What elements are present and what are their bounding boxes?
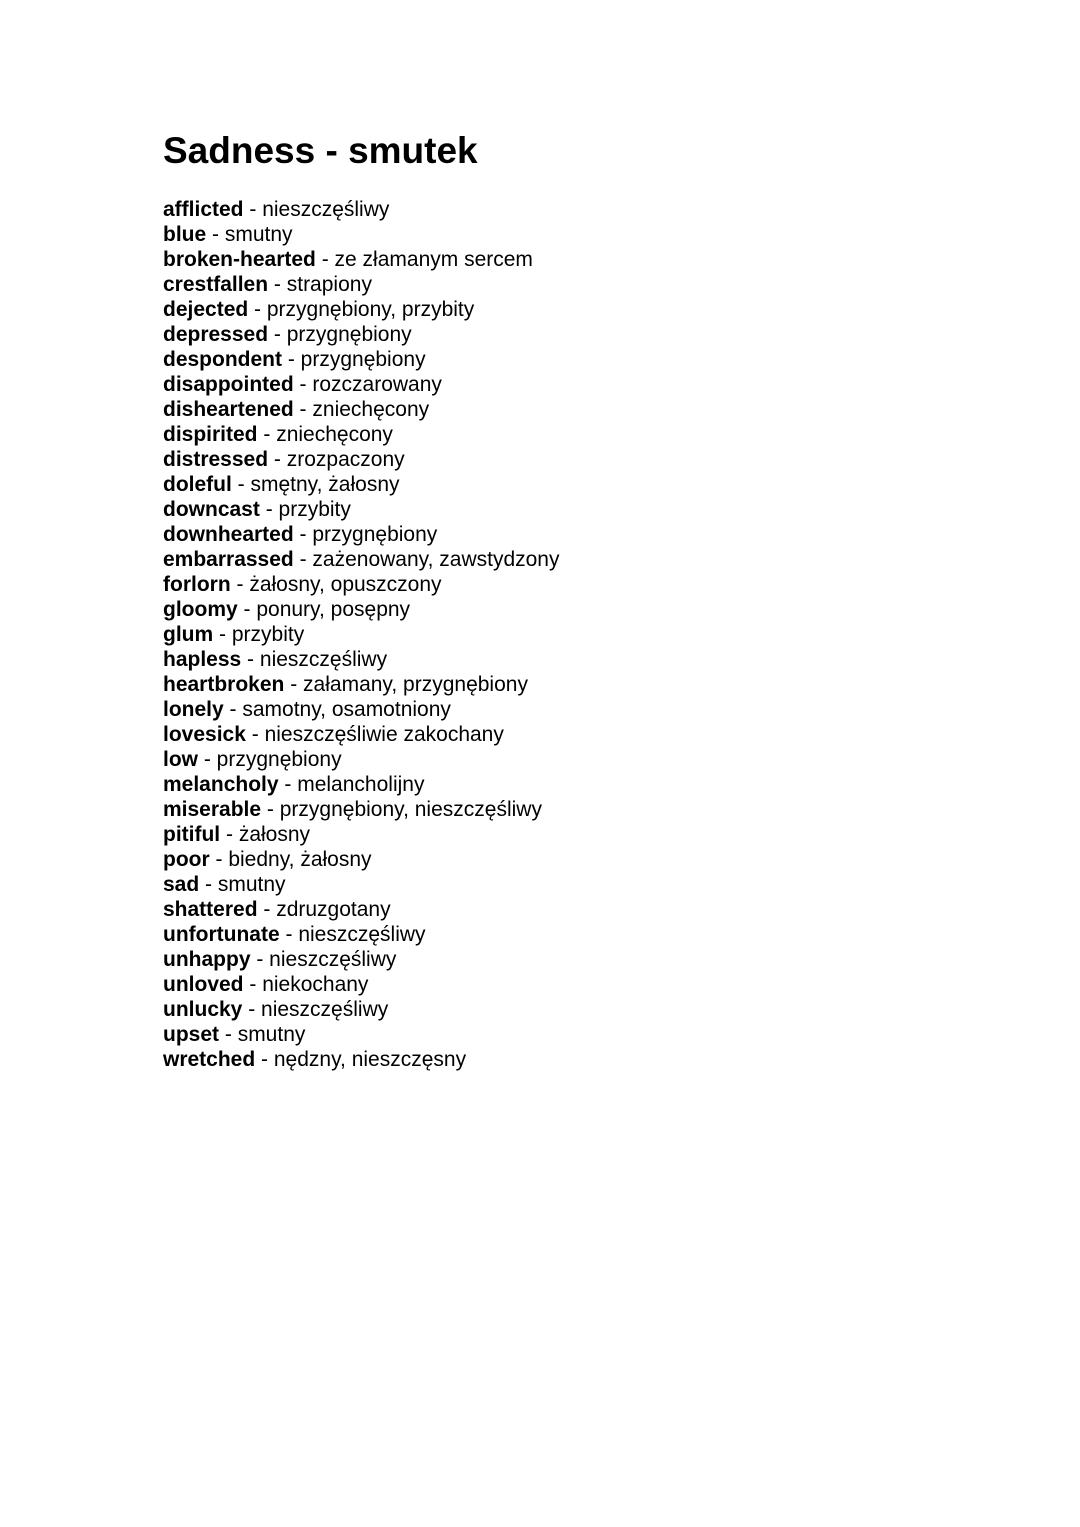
- vocabulary-entry: [163, 222, 560, 247]
- entry-term: distressed: [163, 448, 269, 471]
- vocabulary-entry: [163, 922, 560, 947]
- entry-translation: smutny: [217, 873, 286, 896]
- vocabulary-entry: [163, 522, 560, 547]
- entry-translation: ze złamanym sercem: [334, 248, 533, 271]
- entry-term: unfortunate: [163, 923, 280, 946]
- vocabulary-entry: [163, 447, 560, 472]
- vocabulary-entry: [163, 972, 560, 997]
- vocabulary-entry: [163, 997, 560, 1022]
- entry-separator: -: [315, 248, 335, 271]
- entry-term: glum: [163, 623, 214, 646]
- entry-translation: zrozpaczony: [286, 448, 405, 471]
- entry-separator: -: [230, 573, 250, 596]
- entry-term: disappointed: [163, 373, 294, 396]
- vocabulary-entry: [163, 197, 560, 222]
- entry-separator: -: [206, 223, 225, 246]
- entry-term: despondent: [163, 348, 282, 371]
- entry-separator: -: [242, 998, 262, 1021]
- entry-term: crestfallen: [163, 273, 269, 296]
- entry-translation: zażenowany, zawstydzony: [312, 548, 560, 571]
- entry-separator: -: [268, 273, 287, 296]
- entry-term: unhappy: [163, 948, 251, 971]
- entry-separator: -: [199, 873, 218, 896]
- entry-term: hapless: [163, 648, 242, 671]
- entry-translation: strapiony: [286, 273, 372, 296]
- vocabulary-entry: [163, 297, 560, 322]
- entry-separator: -: [223, 698, 243, 721]
- entry-translation: przygnębiony, nieszczęśliwy: [279, 798, 542, 821]
- entry-translation: nieszczęśliwy: [298, 923, 426, 946]
- entry-separator: -: [278, 773, 298, 796]
- entry-separator: -: [261, 798, 280, 821]
- vocabulary-entry: [163, 747, 560, 772]
- entry-term: embarrassed: [163, 548, 294, 571]
- entry-term: broken-hearted: [163, 248, 316, 271]
- vocabulary-entry: [163, 622, 560, 647]
- entry-translation: rozczarowany: [312, 373, 442, 396]
- vocabulary-entry: [163, 372, 560, 397]
- entry-term: lovesick: [163, 723, 246, 746]
- entry-translation: żałosny: [238, 823, 311, 846]
- entry-term: doleful: [163, 473, 232, 496]
- entry-separator: -: [259, 498, 279, 521]
- entry-separator: -: [279, 923, 299, 946]
- entry-separator: -: [198, 748, 217, 771]
- entry-translation: nieszczęśliwie zakochany: [264, 723, 504, 746]
- vocabulary-entry: [163, 247, 560, 272]
- entry-translation: nieszczęśliwy: [262, 198, 390, 221]
- vocabulary-entry: [163, 422, 560, 447]
- vocabulary-entry: [163, 1047, 560, 1072]
- entry-translation: zniechęcony: [276, 423, 393, 446]
- entry-translation: przygnębiony, przybity: [266, 298, 475, 321]
- entry-term: depressed: [163, 323, 269, 346]
- entry-term: gloomy: [163, 598, 238, 621]
- entry-term: upset: [163, 1023, 220, 1046]
- vocabulary-entry: [163, 672, 560, 697]
- entry-term: miserable: [163, 798, 262, 821]
- entry-term: downcast: [163, 498, 260, 521]
- vocabulary-entry: [163, 597, 560, 622]
- entry-translation: nieszczęśliwy: [269, 948, 397, 971]
- entry-term: dejected: [163, 298, 249, 321]
- entry-separator: -: [268, 323, 287, 346]
- entry-term: heartbroken: [163, 673, 285, 696]
- entry-separator: -: [213, 623, 232, 646]
- vocabulary-entry: [163, 722, 560, 747]
- vocabulary-entry: [163, 697, 560, 722]
- vocabulary-entry: [163, 797, 560, 822]
- entry-separator: -: [220, 823, 239, 846]
- entry-term: low: [163, 748, 198, 771]
- entry-translation: biedny, żałosny: [228, 848, 372, 871]
- vocabulary-entry: [163, 472, 560, 497]
- entry-translation: niekochany: [262, 973, 369, 996]
- entry-term: unloved: [163, 973, 244, 996]
- entry-separator: -: [243, 973, 263, 996]
- entry-translation: załamany, przygnębiony: [303, 673, 528, 696]
- entry-translation: nieszczęśliwy: [261, 998, 389, 1021]
- entry-term: poor: [163, 848, 210, 871]
- vocabulary-entry: [163, 872, 560, 897]
- vocabulary-entry: [163, 897, 560, 922]
- vocabulary-entry: [163, 322, 560, 347]
- entry-translation: zdruzgotany: [276, 898, 391, 921]
- vocabulary-entry: [163, 1022, 560, 1047]
- vocabulary-entry: [163, 772, 560, 797]
- vocabulary-entry: [163, 497, 560, 522]
- entry-separator: -: [284, 673, 304, 696]
- entry-term: blue: [163, 223, 207, 246]
- entry-translation: przybity: [231, 623, 305, 646]
- entry-translation: przygnębiony: [216, 748, 342, 771]
- entry-separator: -: [237, 598, 257, 621]
- entry-term: unlucky: [163, 998, 243, 1021]
- entry-separator: -: [231, 473, 251, 496]
- vocabulary-list: [163, 197, 560, 1072]
- entry-separator: -: [293, 548, 313, 571]
- entry-term: lonely: [163, 698, 224, 721]
- entry-separator: -: [293, 523, 313, 546]
- entry-translation: przygnębiony: [286, 323, 412, 346]
- entry-term: shattered: [163, 898, 258, 921]
- entry-term: dispirited: [163, 423, 258, 446]
- vocabulary-entry: [163, 347, 560, 372]
- entry-separator: -: [241, 648, 260, 671]
- vocabulary-entry: [163, 822, 560, 847]
- entry-translation: samotny, osamotniony: [242, 698, 451, 721]
- vocabulary-entry: [163, 272, 560, 297]
- entry-translation: smutny: [224, 223, 293, 246]
- entry-translation: przygnębiony: [300, 348, 426, 371]
- entry-term: melancholy: [163, 773, 279, 796]
- vocabulary-entry: [163, 397, 560, 422]
- entry-separator: -: [209, 848, 229, 871]
- page-title: Sadness - smutek: [163, 130, 478, 171]
- entry-translation: smutny: [237, 1023, 306, 1046]
- entry-translation: smętny, żałosny: [250, 473, 400, 496]
- entry-separator: -: [255, 1048, 274, 1071]
- entry-separator: -: [245, 723, 265, 746]
- entry-translation: przybity: [278, 498, 351, 521]
- entry-term: afflicted: [163, 198, 244, 221]
- entry-term: downhearted: [163, 523, 294, 546]
- vocabulary-entry: [163, 847, 560, 872]
- entry-translation: zniechęcony: [312, 398, 430, 421]
- vocabulary-entry: [163, 947, 560, 972]
- entry-separator: -: [257, 423, 277, 446]
- entry-translation: nędzny, nieszczęsny: [273, 1048, 467, 1071]
- entry-translation: melancholijny: [297, 773, 425, 796]
- entry-separator: -: [243, 198, 263, 221]
- entry-term: sad: [163, 873, 200, 896]
- entry-separator: -: [293, 373, 313, 396]
- entry-term: disheartened: [163, 398, 294, 421]
- entry-translation: przygnębiony: [312, 523, 438, 546]
- entry-separator: -: [248, 298, 267, 321]
- entry-separator: -: [257, 898, 277, 921]
- entry-term: pitiful: [163, 823, 221, 846]
- vocabulary-entry: [163, 547, 560, 572]
- entry-separator: -: [282, 348, 301, 371]
- entry-term: wretched: [163, 1048, 256, 1071]
- entry-separator: -: [293, 398, 313, 421]
- vocabulary-entry: [163, 647, 560, 672]
- entry-term: forlorn: [163, 573, 231, 596]
- entry-translation: nieszczęśliwy: [259, 648, 388, 671]
- entry-separator: -: [219, 1023, 238, 1046]
- entry-separator: -: [268, 448, 287, 471]
- entry-translation: żałosny, opuszczony: [249, 573, 442, 596]
- vocabulary-entry: [163, 572, 560, 597]
- entry-separator: -: [250, 948, 270, 971]
- entry-translation: ponury, posępny: [256, 598, 411, 621]
